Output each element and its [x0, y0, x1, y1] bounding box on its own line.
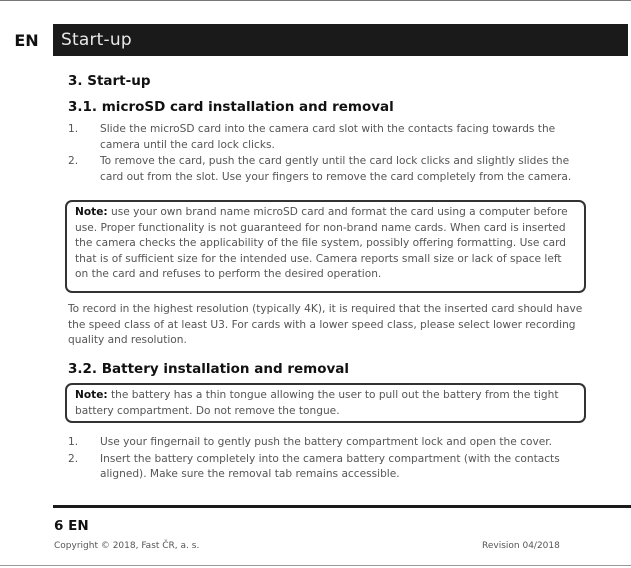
- list-item: [68, 154, 586, 185]
- note-text: use your own brand name microSD card and format the card using a computer before use. Proper functionality is not guaranteed for non-brand name cards. When card is inserted the camera checks the applicability of the file system, possibly offering formatting. Use card that is of sufficient size for the intended use. Camera reports small size or lack of space left on the card and refuses to perform the desired operation.: [75, 206, 568, 280]
- language-tab: EN: [0, 24, 53, 56]
- sd-speed-paragraph: To record in the highest resolution (typically 4K), it is required that the inserted card should have the speed class of at least U3. For cards with a lower speed class, please select lower recording quality and resolution.: [68, 303, 583, 346]
- step-number: 1.: [68, 123, 79, 135]
- list-item: [68, 435, 586, 451]
- page-number: 6 EN: [54, 518, 89, 534]
- list-item: [68, 452, 586, 483]
- subsection-title-sd: 3.1. microSD card installation and removal: [68, 99, 394, 115]
- step-number: 2.: [68, 452, 79, 465]
- bottom-line: [0, 565, 631, 566]
- step-number: 2.: [68, 155, 79, 167]
- sd-note-box: [65, 200, 586, 293]
- sd-steps-list: [68, 122, 586, 186]
- list-item: [68, 122, 586, 153]
- note-text: the battery has a thin tongue allowing the user to pull out the battery from the tight battery compartment. Do not remove the tongue.: [75, 389, 559, 417]
- step-number: 1.: [68, 436, 79, 448]
- step-text: Use your fingernail to gently push the battery compartment lock and open the cover.: [100, 436, 552, 448]
- top-rule: [0, 0, 631, 1]
- section-title: 3. Start-up: [68, 73, 151, 89]
- revision-text: Revision 04/2018: [482, 541, 560, 551]
- note-label: Note:: [75, 389, 108, 401]
- note-label: Note:: [75, 206, 108, 218]
- subsection-title-battery: 3.2. Battery installation and removal: [68, 361, 350, 377]
- section-header-title: Start-up: [61, 30, 132, 50]
- section-header-bar: [53, 24, 628, 56]
- step-text: To remove the card, push the card gently until the card lock clicks and slightly slides the card out from the slot. Use your fingers to remove the card completely from the camera.: [100, 155, 572, 183]
- footer-rule: [53, 505, 631, 508]
- battery-steps-list: [68, 435, 586, 484]
- step-text: Insert the battery completely into the camera battery compartment (with the contacts aligned). Make sure the removal tab remains accessible.: [100, 452, 560, 480]
- copyright-text: Copyright © 2018, Fast ČR, a. s.: [54, 541, 200, 551]
- page-header: [0, 24, 628, 56]
- step-text: Slide the microSD card into the camera card slot with the contacts facing towards the camera until the card lock clicks.: [100, 123, 556, 151]
- battery-note-box: [65, 383, 586, 423]
